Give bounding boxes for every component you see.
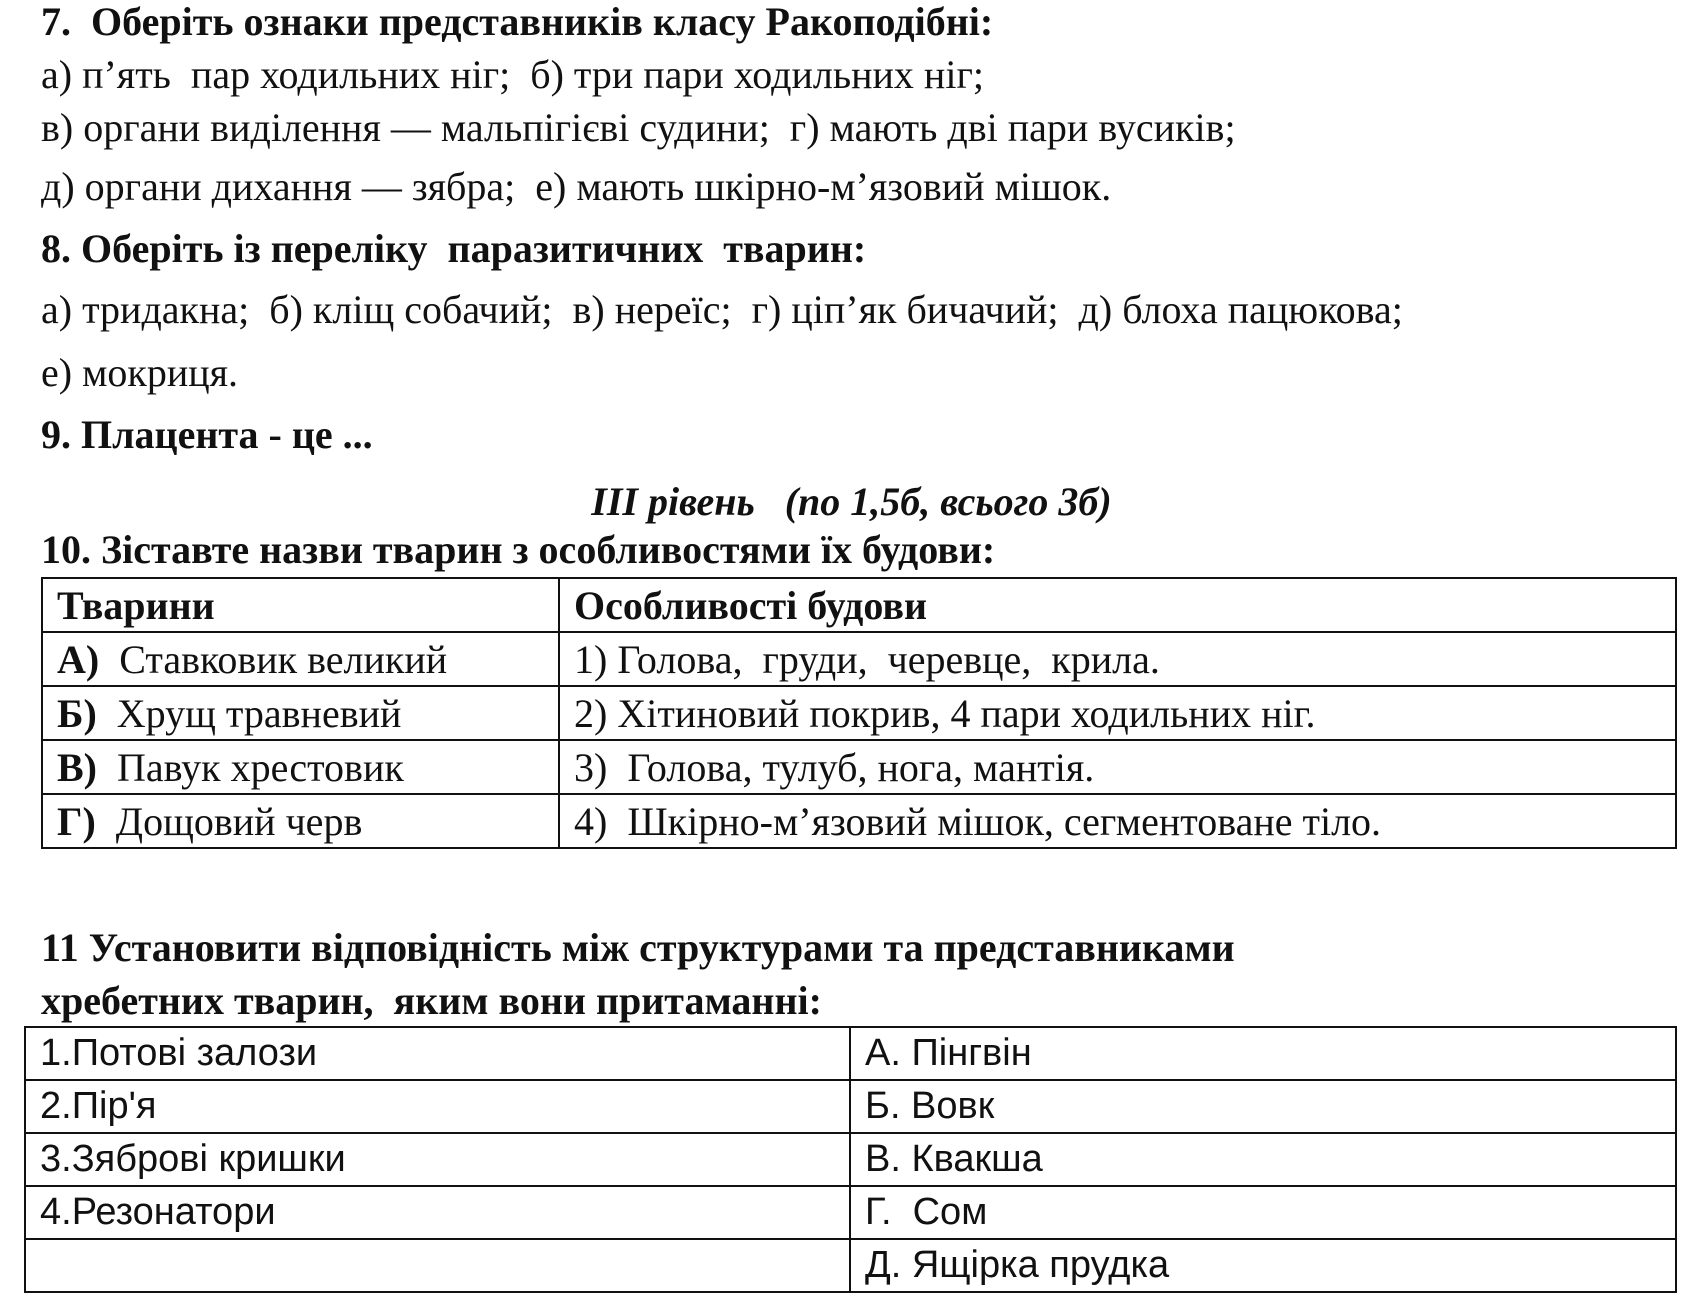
animal-name: Дощовий черв xyxy=(95,798,363,844)
table-header-row xyxy=(42,578,1676,632)
row-letter: Б) xyxy=(57,690,97,736)
matching-table-structures-vertebrates xyxy=(24,1026,1677,1293)
question-7-title: 7. Оберіть ознаки представників класу Ракоподібні: xyxy=(41,0,994,44)
structure-cell: 2.Пір'я xyxy=(25,1080,850,1133)
animal-cell xyxy=(42,740,559,794)
vertebrate-cell: Б. Вовк xyxy=(850,1080,1676,1133)
question-7-options-line-1: а) п’ять пар ходильних ніг; б) три пари ходильних ніг; xyxy=(41,52,984,97)
animal-cell xyxy=(42,632,559,686)
row-letter: А) xyxy=(57,636,100,682)
animal-cell xyxy=(42,794,559,848)
matching-table-animals-features xyxy=(41,577,1677,849)
structure-cell: 4.Резонатори xyxy=(25,1186,850,1239)
table-row xyxy=(42,686,1676,740)
table-row xyxy=(25,1186,1676,1239)
structure-cell: 3.Зяброві кришки xyxy=(25,1133,850,1186)
table-row xyxy=(25,1027,1676,1080)
table-row xyxy=(25,1080,1676,1133)
header-features: Особливості будови xyxy=(559,578,1676,632)
animal-name: Хрущ травневий xyxy=(96,690,402,736)
feature-cell: 2) Хітиновий покрив, 4 пари ходильних ніг. xyxy=(559,686,1676,740)
structure-cell: 1.Потові залози xyxy=(25,1027,850,1080)
vertebrate-cell: А. Пінгвін xyxy=(850,1027,1676,1080)
feature-cell: 4) Шкірно-м’язовий мішок, сегментоване тіло. xyxy=(559,794,1676,848)
question-8-options-line-2: е) мокриця. xyxy=(41,350,239,395)
question-9-title: 9. Плацента - це ... xyxy=(41,412,373,457)
vertebrate-cell: В. Квакша xyxy=(850,1133,1676,1186)
level-heading: ІІІ рівень (по 1,5б, всього 3б) xyxy=(591,479,1112,524)
question-8-title: 8. Оберіть із переліку паразитичних тварин: xyxy=(41,226,867,271)
question-8-options-line-1: а) тридакна; б) кліщ собачий; в) нереїс; г) ціп’як бичачий; д) блоха пацюкова; xyxy=(41,287,1403,332)
feature-cell: 3) Голова, тулуб, нога, мантія. xyxy=(559,740,1676,794)
structure-cell xyxy=(25,1239,850,1292)
table-row xyxy=(42,740,1676,794)
question-7-options-line-3: д) органи дихання — зябра; е) мають шкірно-м’язовий мішок. xyxy=(41,164,1112,209)
row-letter: Г) xyxy=(57,798,96,844)
question-7-options-line-2: в) органи виділення — мальпігієві судини; г) мають дві пари вусиків; xyxy=(41,105,1236,150)
table-row xyxy=(25,1133,1676,1186)
animal-cell xyxy=(42,686,559,740)
table-row xyxy=(42,794,1676,848)
question-10-title: 10. Зіставте назви тварин з особливостями їх будови: xyxy=(41,527,996,572)
row-letter: В) xyxy=(57,744,97,790)
vertebrate-cell: Г. Сом xyxy=(850,1186,1676,1239)
table-row xyxy=(42,632,1676,686)
question-11-title-line-2: хребетних тварин, яким вони притаманні: xyxy=(41,978,822,1023)
table-row xyxy=(25,1239,1676,1292)
vertebrate-cell: Д. Ящірка прудка xyxy=(850,1239,1676,1292)
animal-name: Павук хрестовик xyxy=(97,744,404,790)
question-11-title-line-1: 11 Установити відповідність між структурами та представниками xyxy=(41,925,1235,970)
animal-name: Ставковик великий xyxy=(99,636,448,682)
header-animals: Тварини xyxy=(42,578,559,632)
feature-cell: 1) Голова, груди, черевце, крила. xyxy=(559,632,1676,686)
